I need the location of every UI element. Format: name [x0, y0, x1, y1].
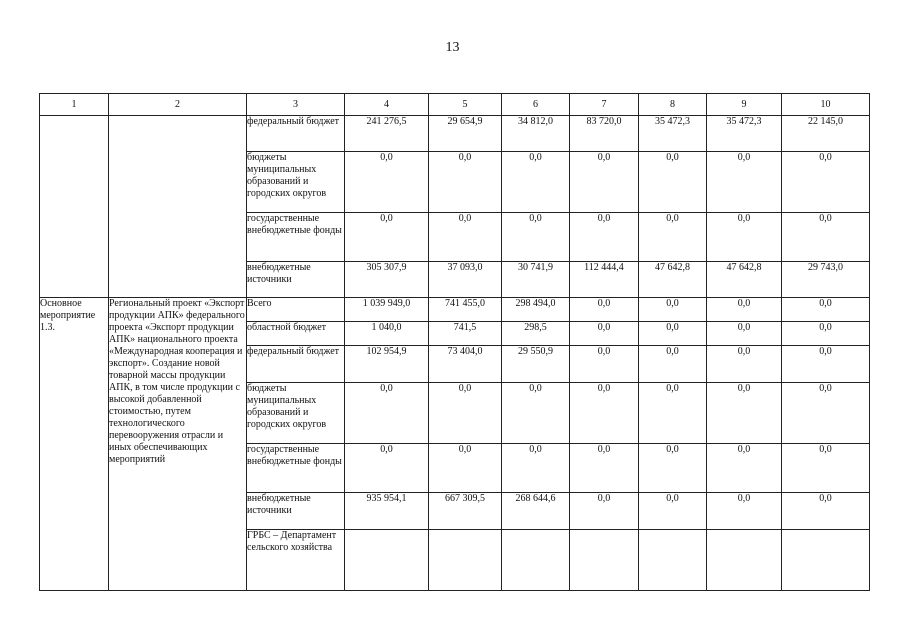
value-cell: 112 444,4 [570, 262, 639, 298]
budget-table [39, 93, 870, 591]
measure-cell: Основное мероприятие 1.3. [40, 298, 109, 591]
value-cell: 298 494,0 [502, 298, 570, 322]
source-cell: государственные внебюджетные фонды [247, 213, 345, 262]
value-cell: 0,0 [707, 298, 782, 322]
value-cell: 0,0 [502, 152, 570, 213]
value-cell: 0,0 [345, 444, 429, 493]
value-cell: 0,0 [782, 298, 870, 322]
value-cell: 741 455,0 [429, 298, 502, 322]
value-cell [570, 530, 639, 591]
source-cell: внебюджетные источники [247, 493, 345, 530]
value-cell: 22 145,0 [782, 116, 870, 152]
value-cell: 35 472,3 [639, 116, 707, 152]
column-header: 10 [782, 94, 870, 116]
value-cell: 0,0 [570, 383, 639, 444]
value-cell: 0,0 [639, 444, 707, 493]
page-number: 13 [445, 40, 460, 55]
value-cell: 47 642,8 [707, 262, 782, 298]
value-cell: 741,5 [429, 322, 502, 346]
value-cell: 0,0 [782, 322, 870, 346]
value-cell: 35 472,3 [707, 116, 782, 152]
value-cell: 0,0 [639, 298, 707, 322]
column-header: 7 [570, 94, 639, 116]
table-row [40, 298, 870, 322]
column-header: 1 [40, 94, 109, 116]
value-cell: 83 720,0 [570, 116, 639, 152]
value-cell: 0,0 [570, 152, 639, 213]
source-cell: федеральный бюджет [247, 116, 345, 152]
value-cell: 241 276,5 [345, 116, 429, 152]
value-cell: 0,0 [639, 383, 707, 444]
source-cell: федеральный бюджет [247, 346, 345, 383]
header-row [40, 94, 870, 116]
value-cell: 0,0 [429, 383, 502, 444]
value-cell: 0,0 [782, 346, 870, 383]
value-cell: 0,0 [782, 493, 870, 530]
value-cell: 0,0 [639, 493, 707, 530]
source-cell: внебюджетные источники [247, 262, 345, 298]
value-cell: 0,0 [429, 152, 502, 213]
column-header: 8 [639, 94, 707, 116]
value-cell: 0,0 [570, 346, 639, 383]
value-cell: 1 040,0 [345, 322, 429, 346]
value-cell: 0,0 [782, 444, 870, 493]
value-cell: 0,0 [639, 152, 707, 213]
value-cell [707, 530, 782, 591]
column-header: 9 [707, 94, 782, 116]
value-cell: 29 743,0 [782, 262, 870, 298]
table-row [40, 116, 870, 152]
value-cell: 0,0 [782, 152, 870, 213]
source-cell: бюджеты муниципальных образований и городских округов [247, 383, 345, 444]
value-cell [502, 530, 570, 591]
project-cell-empty [109, 116, 247, 298]
value-cell: 268 644,6 [502, 493, 570, 530]
value-cell: 0,0 [570, 322, 639, 346]
value-cell: 0,0 [570, 444, 639, 493]
value-cell: 0,0 [639, 346, 707, 383]
value-cell: 37 093,0 [429, 262, 502, 298]
value-cell: 305 307,9 [345, 262, 429, 298]
value-cell: 0,0 [639, 213, 707, 262]
column-header: 3 [247, 94, 345, 116]
column-header: 4 [345, 94, 429, 116]
value-cell: 1 039 949,0 [345, 298, 429, 322]
source-cell: Всего [247, 298, 345, 322]
value-cell: 0,0 [782, 383, 870, 444]
value-cell: 0,0 [639, 322, 707, 346]
column-header: 5 [429, 94, 502, 116]
value-cell: 0,0 [570, 298, 639, 322]
value-cell: 0,0 [570, 213, 639, 262]
column-header: 6 [502, 94, 570, 116]
value-cell: 29 654,9 [429, 116, 502, 152]
value-cell: 0,0 [429, 213, 502, 262]
source-cell: бюджеты муниципальных образований и городских округов [247, 152, 345, 213]
value-cell: 0,0 [782, 213, 870, 262]
column-header: 2 [109, 94, 247, 116]
value-cell: 29 550,9 [502, 346, 570, 383]
value-cell: 0,0 [707, 444, 782, 493]
value-cell: 0,0 [707, 322, 782, 346]
value-cell: 0,0 [429, 444, 502, 493]
value-cell: 0,0 [345, 152, 429, 213]
value-cell: 0,0 [345, 383, 429, 444]
value-cell [782, 530, 870, 591]
value-cell: 0,0 [502, 213, 570, 262]
value-cell: 30 741,9 [502, 262, 570, 298]
value-cell: 0,0 [570, 493, 639, 530]
value-cell: 667 309,5 [429, 493, 502, 530]
value-cell [345, 530, 429, 591]
value-cell: 0,0 [707, 213, 782, 262]
value-cell [639, 530, 707, 591]
value-cell: 102 954,9 [345, 346, 429, 383]
value-cell: 0,0 [502, 444, 570, 493]
value-cell: 34 812,0 [502, 116, 570, 152]
source-cell: государственные внебюджетные фонды [247, 444, 345, 493]
value-cell: 298,5 [502, 322, 570, 346]
source-cell: ГРБС – Департамент сельского хозяйства [247, 530, 345, 591]
value-cell: 935 954,1 [345, 493, 429, 530]
value-cell: 0,0 [502, 383, 570, 444]
value-cell: 0,0 [345, 213, 429, 262]
project-cell: Региональный проект «Экспорт продукции АПК» федерального проекта «Экспорт продукции АПК» национального проекта «Международная кооперация и экспорт». Создание новой товарной массы продукции АПК, в том числе продукции с высокой добавленной стоимостью, путем технологического перевооружения отрасли и иных обеспечивающих мероприятий [109, 298, 247, 591]
value-cell: 73 404,0 [429, 346, 502, 383]
value-cell: 0,0 [707, 493, 782, 530]
value-cell: 0,0 [707, 383, 782, 444]
source-cell: областной бюджет [247, 322, 345, 346]
value-cell: 0,0 [707, 152, 782, 213]
measure-cell-empty [40, 116, 109, 298]
value-cell [429, 530, 502, 591]
value-cell: 0,0 [707, 346, 782, 383]
value-cell: 47 642,8 [639, 262, 707, 298]
